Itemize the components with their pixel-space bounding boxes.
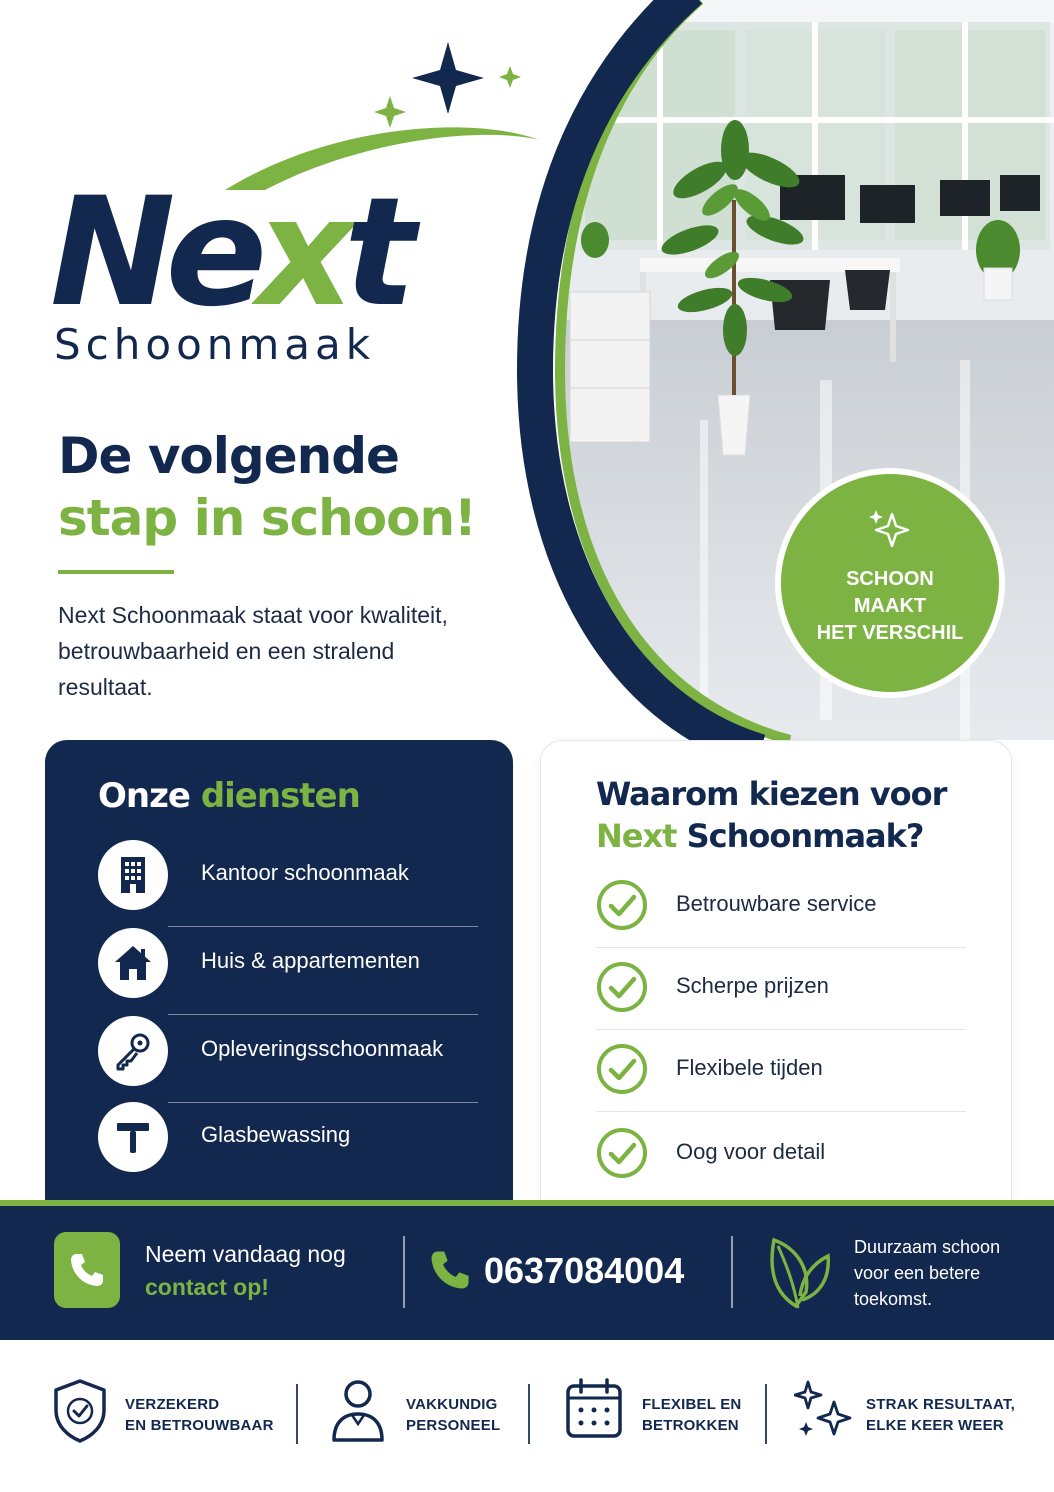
- check-circle-icon: [596, 1127, 648, 1179]
- why-card: [540, 740, 1012, 1210]
- divider: [596, 1111, 966, 1112]
- feature-vakkundig: [330, 1378, 530, 1448]
- why-title: Waarom kiezen voor Next Schoonmaak?: [596, 775, 947, 855]
- eco-text: Duurzaam schoon voor een betere toekomst.: [854, 1237, 1001, 1309]
- divider: [296, 1384, 298, 1444]
- logo-wordmark: Next: [50, 166, 406, 340]
- feature-flexibel: [565, 1378, 765, 1448]
- service-label: Glasbewassing: [201, 1122, 351, 1147]
- brand-logo: [50, 30, 570, 370]
- feature-text: VERZEKERD EN BETROUWBAAR: [125, 1396, 274, 1434]
- service-item-glas: [98, 1102, 478, 1190]
- house-icon: [98, 928, 168, 998]
- why-item: [596, 1043, 966, 1125]
- sparkle-icon: [866, 506, 914, 554]
- feature-text: FLEXIBEL EN BETROKKEN: [642, 1396, 742, 1434]
- service-label: Kantoor schoonmaak: [201, 860, 409, 885]
- why-label: Flexibele tijden: [676, 1055, 823, 1080]
- badge-text: SCHOON MAAKT HET VERSCHIL: [816, 568, 964, 644]
- key-icon: [98, 1016, 168, 1086]
- headline-line-2: stap in schoon!: [58, 489, 476, 547]
- why-item: [596, 961, 966, 1043]
- services-title: Onze diensten: [98, 776, 360, 816]
- why-label: Betrouwbare service: [676, 891, 877, 916]
- calendar-icon: [565, 1378, 623, 1440]
- service-item-huis: [98, 928, 478, 1016]
- squeegee-icon: [98, 1102, 168, 1172]
- divider: [528, 1384, 530, 1444]
- check-circle-icon: [596, 879, 648, 931]
- divider: [731, 1236, 733, 1308]
- feature-text: STRAK RESULTAAT, ELKE KEER WEER: [866, 1396, 1016, 1434]
- logo-subline: Schoonmaak: [54, 320, 376, 369]
- feature-strak-resultaat: [794, 1378, 1024, 1448]
- divider: [596, 947, 966, 948]
- service-item-oplevering: [98, 1016, 478, 1104]
- office-building-icon: [98, 840, 168, 910]
- feature-text: VAKKUNDIG PERSONEEL: [406, 1396, 501, 1434]
- check-circle-icon: [596, 1043, 648, 1095]
- contact-cta: Neem vandaag nog contact op!: [145, 1241, 346, 1300]
- person-icon: [330, 1378, 386, 1444]
- service-label: Opleveringsschoonmaak: [201, 1036, 444, 1061]
- service-item-kantoor: [98, 840, 478, 928]
- shield-check-icon: [52, 1378, 108, 1444]
- divider: [403, 1236, 405, 1308]
- divider: [168, 926, 478, 927]
- services-card: [45, 740, 513, 1210]
- feature-verzekerd: [52, 1378, 292, 1448]
- leaf-icon: [766, 1234, 832, 1310]
- headline-underline: [58, 570, 174, 574]
- contact-band: [0, 1206, 1054, 1340]
- intro-text: Next Schoonmaak staat voor kwaliteit, betrouwbaarheid en een stralend resultaat.: [58, 602, 448, 700]
- badge: [775, 468, 1005, 698]
- divider: [596, 1029, 966, 1030]
- check-circle-icon: [596, 961, 648, 1013]
- phone-number[interactable]: 0637084004: [484, 1250, 685, 1291]
- why-label: Oog voor detail: [676, 1139, 826, 1164]
- phone-number-icon: [428, 1248, 472, 1292]
- headline: [58, 425, 476, 549]
- why-item: [596, 879, 966, 961]
- why-label: Scherpe prijzen: [676, 973, 829, 998]
- divider: [168, 1014, 478, 1015]
- headline-line-1: De volgende: [58, 427, 399, 485]
- phone-icon: [54, 1232, 120, 1308]
- why-item: [596, 1127, 966, 1209]
- sparkles-icon: [794, 1378, 854, 1438]
- service-label: Huis & appartementen: [201, 948, 420, 973]
- divider: [765, 1384, 767, 1444]
